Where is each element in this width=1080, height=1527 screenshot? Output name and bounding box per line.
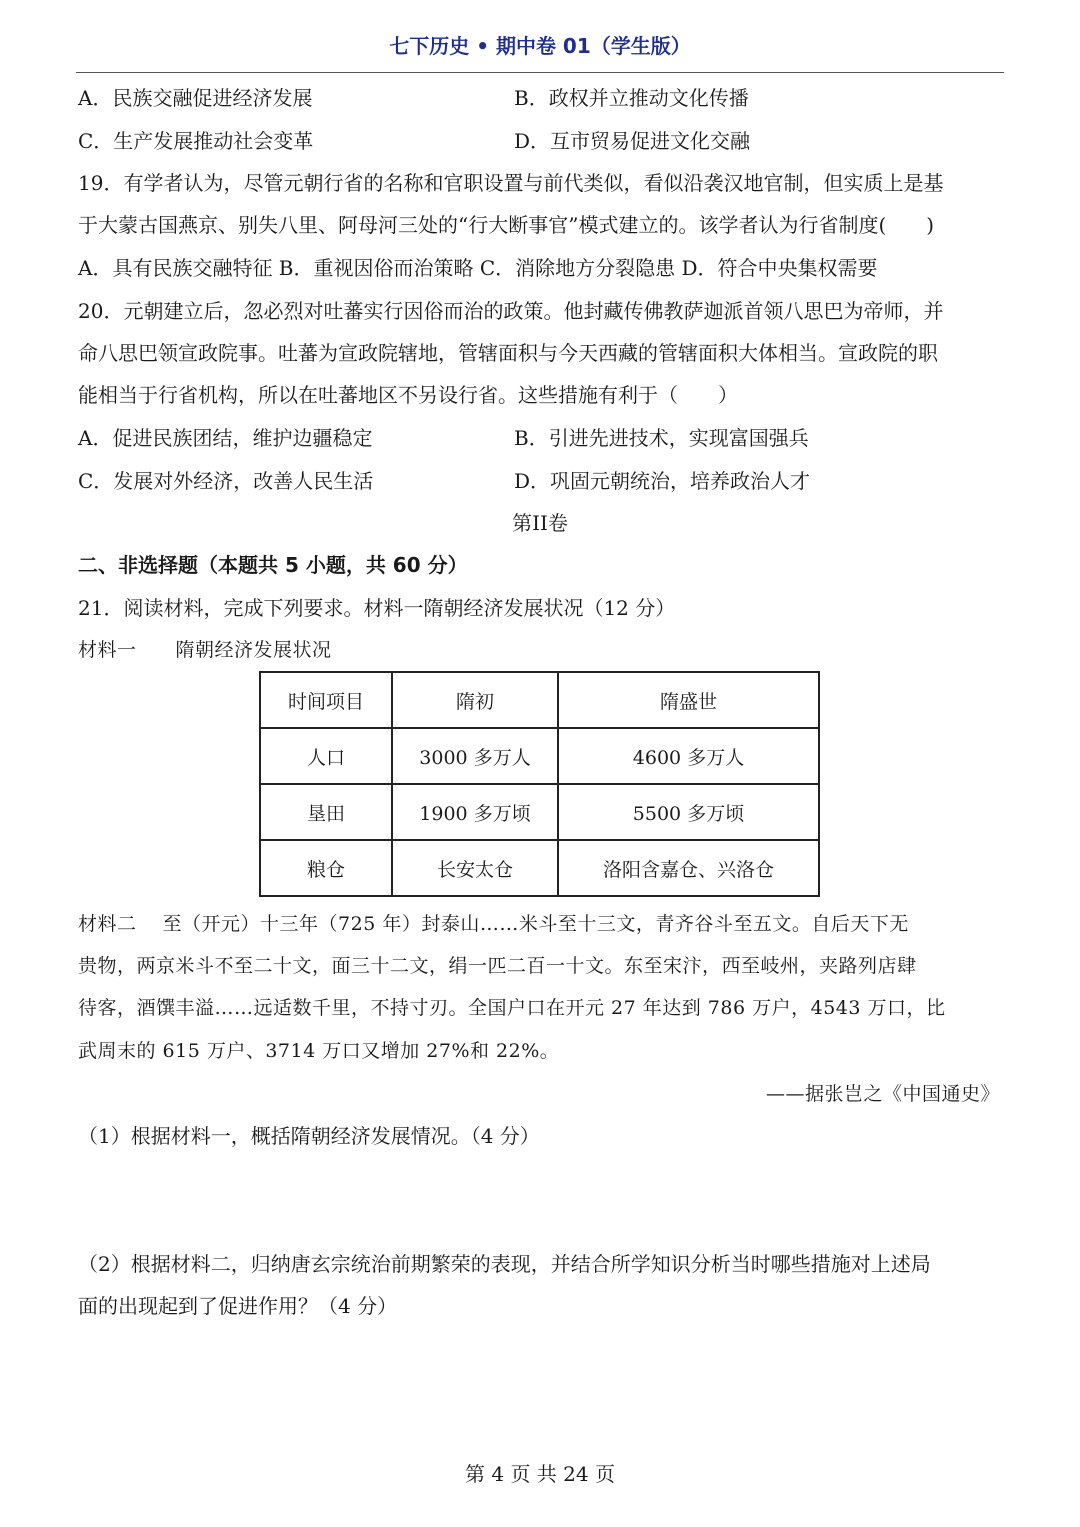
table-row (260, 784, 819, 840)
table-header-cell: 时间项目 (260, 672, 392, 728)
table-cell: 4600 多万人 (558, 728, 819, 784)
table-cell: 洛阳含嘉仓、兴洛仓 (558, 840, 819, 896)
q18-option-c: C．生产发展推动社会变革 (78, 129, 314, 153)
table-cell: 粮仓 (260, 840, 392, 896)
page-number: 第 4 页 共 24 页 (465, 1462, 615, 1486)
q20-stem-line3: 能相当于行省机构，所以在吐蕃地区不另设行省。这些措施有利于（ ） (78, 383, 738, 407)
table-row (260, 728, 819, 784)
table-cell: 人口 (260, 728, 392, 784)
table-cell: 垦田 (260, 784, 392, 840)
q20-stem-line2: 命八思巴领宣政院事。吐蕃为宣政院辖地，管辖面积与今天西藏的管辖面积大体相当。宣政院的职 (78, 341, 938, 365)
q20-option-c: C．发展对外经济，改善人民生活 (78, 469, 374, 493)
material2-line4: 武周末的 615 万户、3714 万口又增加 27%和 22%。 (78, 1040, 560, 1062)
q20-option-d: D．巩固元朝统治，培养政治人才 (514, 469, 811, 493)
q21-sub2-line1: （2）根据材料二，归纳唐玄宗统治前期繁荣的表现，并结合所学知识分析当时哪些措施对上述局 (78, 1252, 931, 1276)
material2-line2: 贵物，两京米斗不至二十文，面三十二文，绢一匹二百一十文。东至宋汴，西至岐州，夹路列店肆 (78, 955, 917, 977)
material2-line1: 材料二 至（开元）十三年（725 年）封泰山……米斗至十三文，青齐谷斗至五文。自后天下无 (78, 913, 909, 935)
sui-economy-table (259, 671, 820, 897)
q19-options: A．具有民族交融特征 B．重视因俗而治策略 C．消除地方分裂隐患 D．符合中央集权需要 (78, 256, 878, 280)
material1-title: 材料一 隋朝经济发展状况 (78, 639, 332, 661)
q19-stem-line2: 于大蒙古国燕京、别失八里、阿母河三处的“行大断事官”模式建立的。该学者认为行省制度( ) (78, 213, 935, 237)
table-cell: 长安太仓 (392, 840, 558, 896)
q20-option-a: A．促进民族团结，维护边疆稳定 (78, 426, 373, 450)
volume-title: 第II卷 (512, 511, 568, 535)
q18-option-a: A．民族交融促进经济发展 (78, 86, 313, 110)
q19-stem-line1: 19．有学者认为，尽管元朝行省的名称和官职设置与前代类似，看似沿袭汉地官制，但实质上是基 (78, 171, 944, 195)
table-header-cell: 隋初 (392, 672, 558, 728)
q21-intro: 21．阅读材料，完成下列要求。材料一隋朝经济发展状况（12 分） (78, 596, 676, 620)
table-header-row (260, 672, 819, 728)
table-row (260, 840, 819, 896)
table-cell: 1900 多万顷 (392, 784, 558, 840)
q18-option-b: B．政权并立推动文化传播 (514, 86, 749, 110)
q21-sub1: （1）根据材料一，概括隋朝经济发展情况。（4 分） (78, 1124, 540, 1148)
page-header-title: 七下历史 • 期中卷 01（学生版） (389, 34, 691, 58)
section-title: 二、非选择题（本题共 5 小题，共 60 分） (78, 553, 468, 577)
table-header-cell: 隋盛世 (558, 672, 819, 728)
table-cell: 3000 多万人 (392, 728, 558, 784)
header-divider (76, 72, 1004, 73)
table-cell: 5500 多万顷 (558, 784, 819, 840)
material2-source: ——据张岂之《中国通史》 (765, 1083, 1000, 1105)
q20-option-b: B．引进先进技术，实现富国强兵 (514, 426, 809, 450)
material2-line3: 待客，酒馔丰溢……远适数千里，不持寸刃。全国户口在开元 27 年达到 786 万户，4543 万口，比 (78, 997, 946, 1019)
q18-option-d: D．互市贸易促进文化交融 (514, 129, 751, 153)
q20-stem-line1: 20．元朝建立后，忽必烈对吐蕃实行因俗而治的政策。他封藏传佛教萨迦派首领八思巴为帝师，并 (78, 299, 944, 323)
q21-sub2-line2: 面的出现起到了促进作用？（4 分） (78, 1294, 398, 1318)
